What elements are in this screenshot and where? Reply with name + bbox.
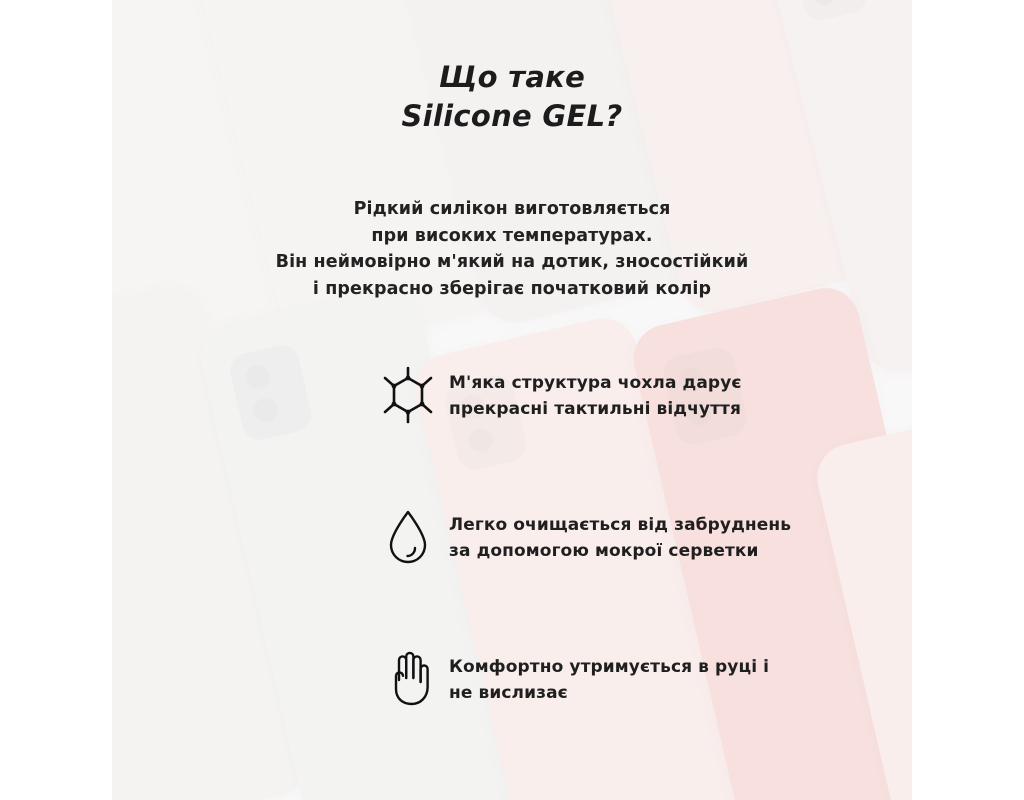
poster-canvas: [112, 0, 912, 800]
title-line-1: Що таке: [438, 60, 586, 94]
intro-line-4: і прекрасно зберігає початковий колір: [312, 278, 712, 299]
poster-title: [112, 58, 912, 136]
feature-line-1: Комфортно утримується в руці і: [449, 657, 770, 677]
water-drop-icon: [367, 504, 449, 568]
intro-line-2: при високих температурах.: [371, 225, 653, 246]
feature-item: [367, 646, 887, 788]
hand-icon: [367, 646, 449, 710]
feature-text: [449, 504, 791, 565]
feature-list: [367, 362, 887, 788]
intro-line-3: Він неймовірно м'який на дотик, зносостійкий: [275, 252, 749, 273]
feature-line-2: за допомогою мокрої серветки: [449, 541, 759, 562]
feature-item: [367, 504, 887, 646]
feature-text: [449, 646, 769, 707]
feature-line-1: М'яка структура чохла дарує: [449, 373, 742, 393]
intro-line-1: Рідкий силікон виготовляється: [353, 199, 671, 219]
feature-line-2: прекрасні тактильні відчуття: [449, 399, 741, 420]
feature-line-1: Легко очищається від забруднень: [449, 515, 792, 535]
poster-content: [112, 0, 912, 800]
title-line-2: Silicone GEL?: [401, 98, 623, 133]
feature-text: [449, 362, 742, 423]
intro-paragraph: [112, 196, 912, 302]
molecule-icon: [367, 362, 449, 426]
feature-line-2: не вислизає: [449, 683, 568, 704]
feature-item: [367, 362, 887, 504]
